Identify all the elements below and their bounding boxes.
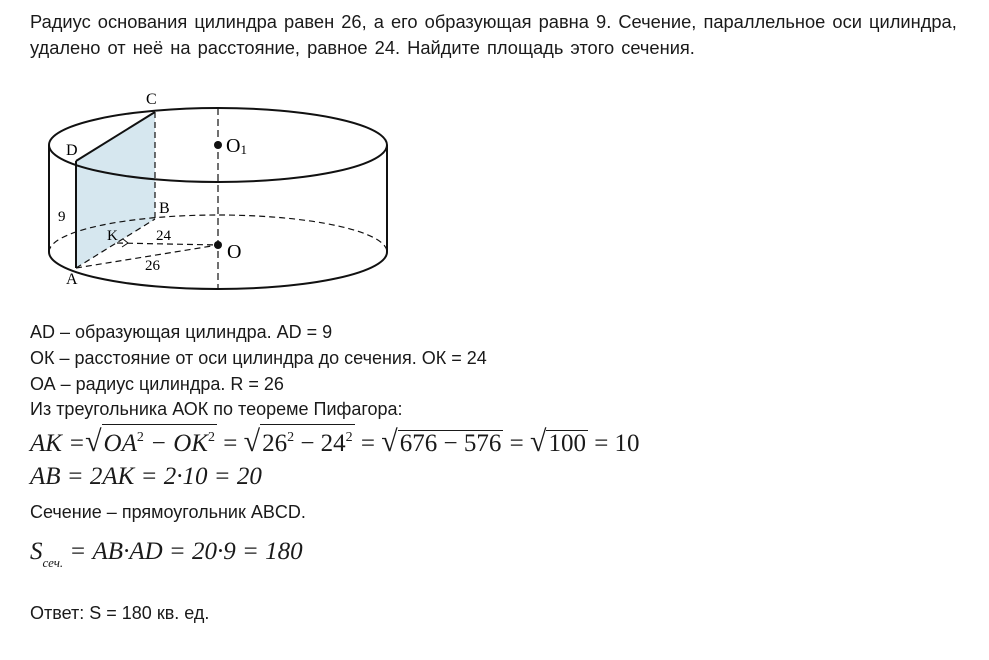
label-26: 26 [145, 258, 160, 274]
solution-line-3: ОА – радиус цилиндра. R = 26 [30, 374, 284, 394]
label-o1: O1 [226, 135, 247, 157]
solution-line-1: AD – образующая цилиндра. AD = 9 [30, 322, 333, 342]
point-o1 [214, 141, 222, 149]
label-c: C [146, 91, 157, 108]
label-d: D [66, 142, 78, 159]
label-a: A [66, 271, 78, 288]
problem-line-2: удалено от неё на расстояние, равное 24. Найдите площадь этого сечения. [30, 37, 695, 58]
label-24: 24 [156, 228, 171, 244]
formula-ak: AK $=√OA^2 - OK^2 = √26^2 - 24^2 = √676 - 576 = √100 = 10$ [30, 425, 640, 458]
label-b: B [159, 200, 170, 217]
label-o: O [227, 241, 242, 263]
problem-line-1: Радиус основания цилиндра равен 26, а его образующая равна 9. Сечение, параллельное оси цилиндра, [30, 11, 957, 32]
solution-line-2: ОК – расстояние от оси цилиндра до сечения. ОК = 24 [30, 348, 487, 368]
label-9: 9 [58, 209, 66, 225]
formula-ab: AB = 2AK = 2·10 = 20 [30, 463, 262, 490]
formula-area: $S_{сеч.} = AB\cdot AD = 20\cdot 9 = 180$ [30, 538, 303, 570]
answer-line: Ответ: S = 180 кв. ед. [30, 603, 210, 623]
point-o [214, 241, 222, 249]
solution-line-5: Сечение – прямоугольник ABCD. [30, 502, 306, 522]
solution-line-4: Из треугольника АОК по теореме Пифагора: [30, 399, 403, 419]
label-k: K [107, 228, 118, 244]
